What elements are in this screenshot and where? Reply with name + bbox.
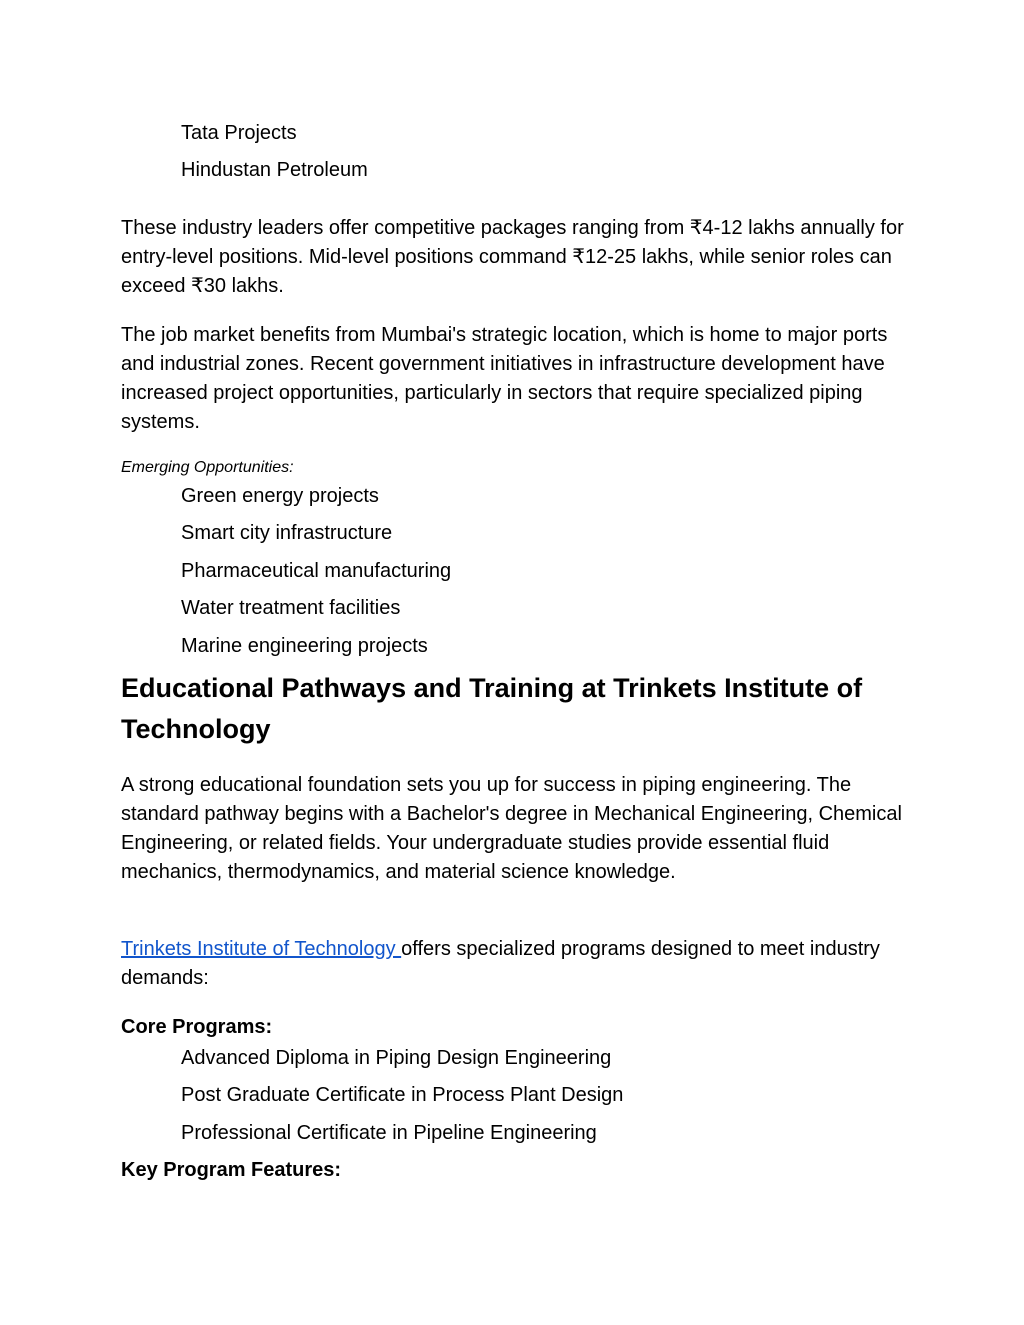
key-features-label: Key Program Features: [121,1159,342,1181]
list-item-company: Tata Projects [181,122,297,144]
emerging-opportunities-label: Emerging Opportunities: [121,459,294,476]
list-item-opportunity: Smart city infrastructure [181,522,393,544]
programs-intro-text: offers specialized programs designed to meet industry demands: [121,938,880,989]
section-heading: Educational Pathways and Training at Trinkets Institute of Technology [121,673,863,744]
institute-link[interactable]: Trinkets Institute of Technology [121,938,402,960]
list-item-program: Professional Certificate in Pipeline Engineering [181,1122,597,1144]
list-item-program: Advanced Diploma in Piping Design Engineering [181,1047,612,1069]
list-item-opportunity: Marine engineering projects [181,635,428,657]
education-paragraph: A strong educational foundation sets you up for success in piping engineering. The standard pathway begins with a Bachelor's degree in Mechanical Engineering, Chemical Engineering, or related fields. Your undergraduate studies provide essential fluid mechanics, thermodynamics, and material science knowledge. [121,774,902,883]
list-item-program: Post Graduate Certificate in Process Plant Design [181,1084,624,1106]
list-item-company: Hindustan Petroleum [181,159,368,181]
job-market-paragraph: The job market benefits from Mumbai's strategic location, which is home to major ports and industrial zones. Recent government initiatives in infrastructure development have increased project opportunities, particularly in sectors that require specialized piping systems. [121,324,888,433]
packages-paragraph: These industry leaders offer competitive packages ranging from ₹4-12 lakhs annually for entry-level positions. Mid-level positions command ₹12-25 lakhs, while senior roles can exceed ₹30 lakhs. [121,217,904,297]
programs-intro-paragraph [121,935,921,993]
core-programs-label: Core Programs: [121,1016,273,1038]
list-item-opportunity: Green energy projects [181,485,379,507]
list-item-opportunity: Pharmaceutical manufacturing [181,560,452,582]
list-item-opportunity: Water treatment facilities [181,597,401,619]
